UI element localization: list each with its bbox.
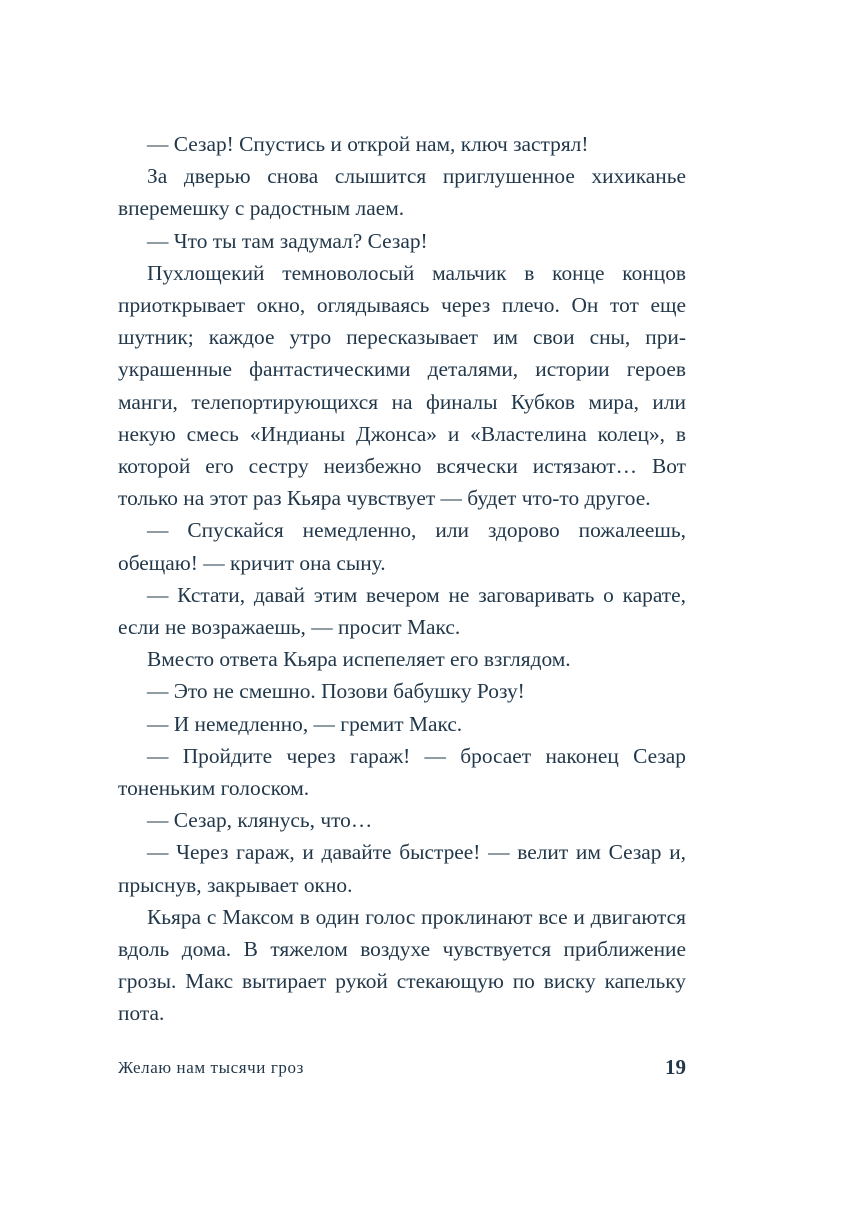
paragraph: Кьяра с Максом в один голос проклинают все и двигаются вдоль дома. В тяжелом воздухе чувствуется приближение грозы. Макс вытирает рукой стекающую по виску капельку пота. <box>118 904 686 1026</box>
paragraph: — Пройдите через гараж! — бросает наконец Сезар тоненьким голоском. <box>118 743 686 801</box>
paragraph: — Это не смешно. Позови бабушку Розу! <box>147 679 525 704</box>
paragraph: — Сезар! Спустись и открой нам, ключ застрял! <box>147 132 589 156</box>
paragraph: Пухлощекий темноволосый мальчик в конце концов приоткрывает окно, оглядываясь через плечо. Он тот еще шутник; каждое утро пересказывает им свои сны, приукрашенные фантастическими деталями, истории героев манги, телепортирующихся на финалы Кубков мира, или некую смесь «Индианы Джонса» и «Властелина колец», в которой его сестру неизбежно всячески истязают… Вот только на этот раз Кьяра чувствует — будет что-то другое. <box>118 260 686 511</box>
paragraph: — Через гараж, и давайте быстрее! — велит им Сезар и, прыснув, закрывает окно. <box>118 840 686 897</box>
paragraph: За дверью снова слышится приглушенное хихиканье вперемешку с радостным лаем. <box>118 164 686 221</box>
page-footer <box>118 1056 686 1086</box>
paragraph: — Спускайся немедленно, или здорово пожалеешь, обещаю! — кричит она сыну. <box>118 518 686 575</box>
paragraph: — Что ты там задумал? Сезар! <box>147 228 428 253</box>
body-text <box>118 128 686 1030</box>
running-title: Желаю нам тысячи гроз <box>118 1058 304 1077</box>
paragraph: — И немедленно, — гремит Макс. <box>147 711 463 736</box>
paragraph: — Кстати, давай этим вечером не заговаривать о карате, если не возражаешь, — просит Макс. <box>118 582 686 640</box>
page-number: 19 <box>665 1055 686 1079</box>
paragraph: Вместо ответа Кьяра испепеляет его взглядом. <box>147 647 571 672</box>
paragraph: — Сезар, клянусь, что… <box>147 808 373 833</box>
